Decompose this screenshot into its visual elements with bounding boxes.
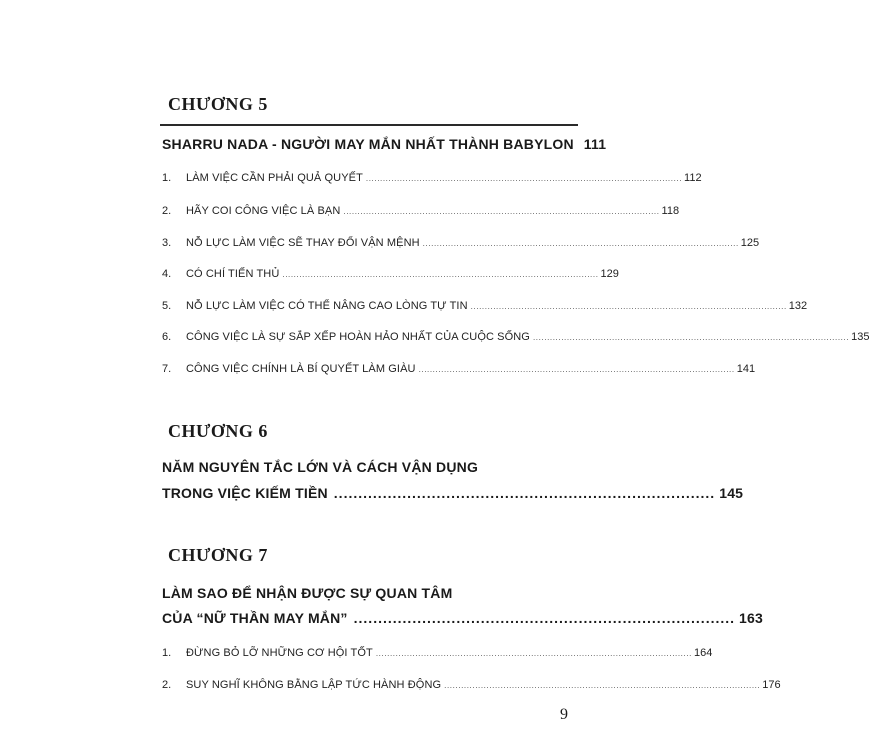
item-number: 1.	[162, 172, 172, 184]
toc-item	[162, 363, 756, 375]
item-text: SUY NGHĨ KHÔNG BẰNG LẬP TỨC HÀNH ĐỘNG	[186, 679, 442, 691]
leader-dots: ................................................................................................................	[365, 174, 683, 183]
item-page: 132	[788, 300, 808, 312]
item-number: 5.	[162, 300, 172, 312]
toc-item	[162, 300, 808, 312]
chapter-7-title	[162, 610, 764, 626]
item-text: CÓ CHÍ TIẾN THỦ	[186, 268, 280, 280]
item-number: 3.	[162, 237, 172, 249]
chapter-6-title	[162, 485, 744, 501]
leader-dots: ..............................................................................	[333, 485, 716, 501]
item-text: CÔNG VIỆC LÀ SỰ SẮP XẾP HOÀN HẢO NHẤT CỦA CUỘC SỐNG	[186, 331, 530, 343]
leader-dots: ................................................................................................................	[532, 333, 850, 342]
item-number: 2.	[162, 205, 172, 217]
leader-dots: ................................................................................................................	[343, 207, 660, 216]
leader-dots: ................................................................................................................	[470, 302, 787, 311]
leader-dots: ................................................................................................................	[418, 365, 735, 374]
toc-item	[162, 268, 619, 280]
chapter-6-title-page: 145	[719, 485, 744, 501]
item-number: 6.	[162, 331, 172, 343]
item-number: 2.	[162, 679, 172, 691]
item-number: 7.	[162, 363, 172, 375]
chapter-5-title	[162, 136, 607, 152]
item-page: 129	[600, 268, 619, 280]
chapter-5-heading: CHƯƠNG 5	[168, 94, 268, 114]
chapter-6-title-line1: NĂM NGUYÊN TẮC LỚN VÀ CÁCH VẬN DỤNG	[162, 459, 479, 475]
item-page: 118	[661, 205, 680, 217]
leader-dots: ................................................................................................................	[375, 649, 692, 658]
item-page: 135	[851, 331, 869, 343]
toc-item	[162, 172, 702, 184]
toc-item	[162, 679, 781, 691]
item-page: 176	[762, 679, 781, 691]
leader-dots: ................................................................................................................	[444, 681, 761, 690]
leader-dots: ................................................................................................................	[422, 239, 739, 248]
toc-item	[162, 237, 760, 249]
chapter-5-rule	[160, 124, 578, 126]
leader-dots: ................................................................................................................	[282, 270, 599, 279]
chapter-5-title-text: SHARRU NADA - NGƯỜI MAY MẮN NHẤT THÀNH BABYLON	[162, 136, 574, 152]
item-page: 125	[740, 237, 760, 249]
item-text: LÀM VIỆC CẦN PHẢI QUẢ QUYẾT	[186, 172, 363, 184]
chapter-7-title-line1: LÀM SAO ĐỂ NHẬN ĐƯỢC SỰ QUAN TÂM	[162, 585, 453, 601]
item-text: NỖ LỰC LÀM VIỆC SẼ THAY ĐỔI VẬN MỆNH	[186, 237, 420, 249]
toc-item	[162, 647, 713, 659]
item-text: ĐỪNG BỎ LỠ NHỮNG CƠ HỘI TỐT	[186, 647, 373, 659]
toc-item	[162, 331, 869, 343]
item-text: NỖ LỰC LÀM VIỆC CÓ THỂ NÂNG CAO LÒNG TỰ TIN	[186, 300, 468, 312]
chapter-7-title-text: CỦA “NỮ THẦN MAY MẮN”	[162, 610, 348, 626]
leader-dots: ..............................................................................	[353, 610, 736, 626]
chapter-6-heading: CHƯƠNG 6	[168, 421, 268, 441]
item-page: 112	[684, 172, 702, 184]
item-page: 141	[736, 363, 756, 375]
page-number: 9	[560, 706, 568, 723]
toc-item	[162, 205, 680, 217]
item-number: 4.	[162, 268, 172, 280]
chapter-7-heading: CHƯƠNG 7	[168, 545, 268, 565]
chapter-6-title-text: TRONG VIỆC KIẾM TIỀN	[162, 485, 328, 501]
item-text: CÔNG VIỆC CHÍNH LÀ BÍ QUYẾT LÀM GIÀU	[186, 363, 416, 375]
item-number: 1.	[162, 647, 172, 659]
chapter-7-title-page: 163	[739, 610, 764, 626]
chapter-5-title-page: 111	[583, 136, 607, 152]
item-page: 164	[693, 647, 713, 659]
item-text: HÃY COI CÔNG VIỆC LÀ BẠN	[186, 205, 341, 217]
